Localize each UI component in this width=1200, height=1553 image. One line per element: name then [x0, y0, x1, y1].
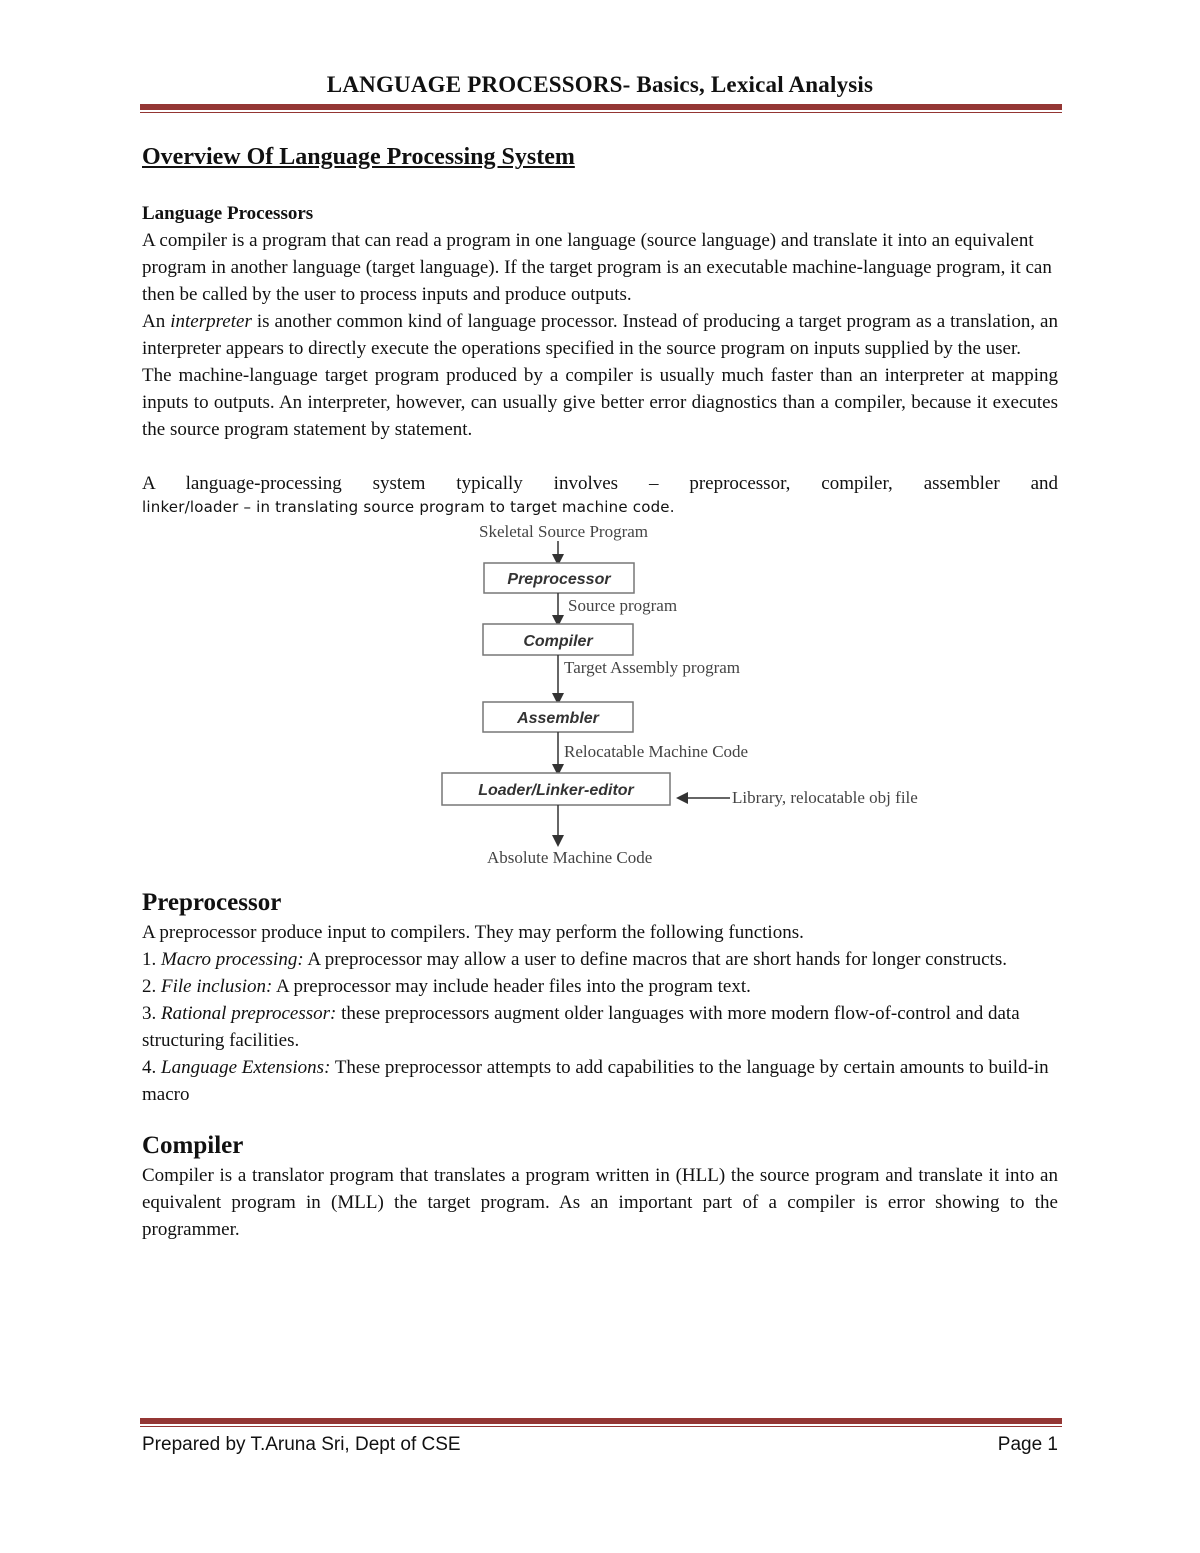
- loader-linker-box-label: Loader/Linker-editor: [478, 782, 634, 799]
- footer-page-number: Page 1: [997, 1434, 1058, 1455]
- comparison-paragraph: The machine-language target program produced by a compiler is usually much faster than an interpreter at mapping inputs to outputs. An interpreter, however, can usually give better error diagnostics than a compiler, because it executes the source program statement by statement.: [142, 365, 1058, 440]
- side-input-label: Library, relocatable obj file: [732, 788, 918, 807]
- preprocessor-box-label: Preprocessor: [507, 571, 611, 588]
- preprocessor-heading: Preprocessor: [142, 889, 282, 916]
- footer-author: Prepared by T.Aruna Sri, Dept of CSE: [142, 1434, 461, 1455]
- preprocessor-item-2: 2. File inclusion: A preprocessor may include header files into the program text.: [142, 976, 751, 997]
- compiler-definition-paragraph: A compiler is a program that can read a program in one language (source language) and translate it into an equivalent program in another language (target language). If the target program is an executable machine-language program, it can then be called by the user to process inputs and produce outputs.: [142, 230, 1052, 305]
- edge-label-relocatable: Relocatable Machine Code: [564, 742, 749, 761]
- preprocessor-item-4: 4. Language Extensions: These preprocessor attempts to add capabilities to the language by certain amounts to build-in macro: [142, 1057, 1049, 1105]
- compiler-paragraph: Compiler is a translator program that translates a program written in (HLL) the source program and translate it into an equivalent program in (MLL) the target program. As an important part of a compiler is error showing to the programmer.: [142, 1165, 1058, 1240]
- edge-label-target-assembly: Target Assembly program: [564, 658, 741, 677]
- interpreter-paragraph: [142, 308, 1058, 362]
- header-rule: [140, 104, 1062, 110]
- section-title: Overview Of Language Processing System: [142, 144, 575, 170]
- footer-rule-thin: [140, 1426, 1062, 1427]
- system-paragraph-line1: A language-processing system typically involves – preprocessor, compiler, assembler and: [142, 473, 1058, 494]
- diagram-top-label: Skeletal Source Program: [479, 522, 649, 541]
- assembler-box-label: Assembler: [517, 710, 599, 727]
- compiler-box-label: Compiler: [523, 633, 593, 650]
- diagram-bottom-label: Absolute Machine Code: [487, 848, 653, 867]
- page-content: [142, 140, 1058, 1243]
- preprocessor-item-1: 1. Macro processing: A preprocessor may allow a user to define macros that are short hands for longer constructs.: [142, 949, 1007, 970]
- system-paragraph-line2: linker/loader – in translating source program to target machine code.: [142, 498, 675, 516]
- header-rule-thin: [140, 112, 1062, 113]
- compiler-heading: Compiler: [142, 1132, 244, 1159]
- language-processing-diagram: [142, 517, 1058, 887]
- footer-rule: [140, 1418, 1062, 1424]
- preprocessor-intro: A preprocessor produce input to compilers. They may perform the following functions.: [142, 922, 804, 943]
- interpreter-rest: is another common kind of language processor. Instead of producing a target program as a translation, an interpreter appears to directly execute the operations specified in the source program on inputs supplied by the user.: [142, 311, 1058, 359]
- preprocessor-item-3: 3. Rational preprocessor: these preprocessors augment older languages with more modern flow-of-control and data structuring facilities.: [142, 1003, 1020, 1051]
- diagram-svg: [142, 517, 1058, 887]
- edge-label-source-program: Source program: [568, 596, 678, 615]
- interpreter-term: interpreter: [170, 311, 252, 332]
- page-header-title: LANGUAGE PROCESSORS- Basics, Lexical Analysis: [326, 72, 874, 97]
- interpreter-prefix: An: [142, 311, 171, 332]
- language-processors-heading: Language Processors: [142, 203, 314, 224]
